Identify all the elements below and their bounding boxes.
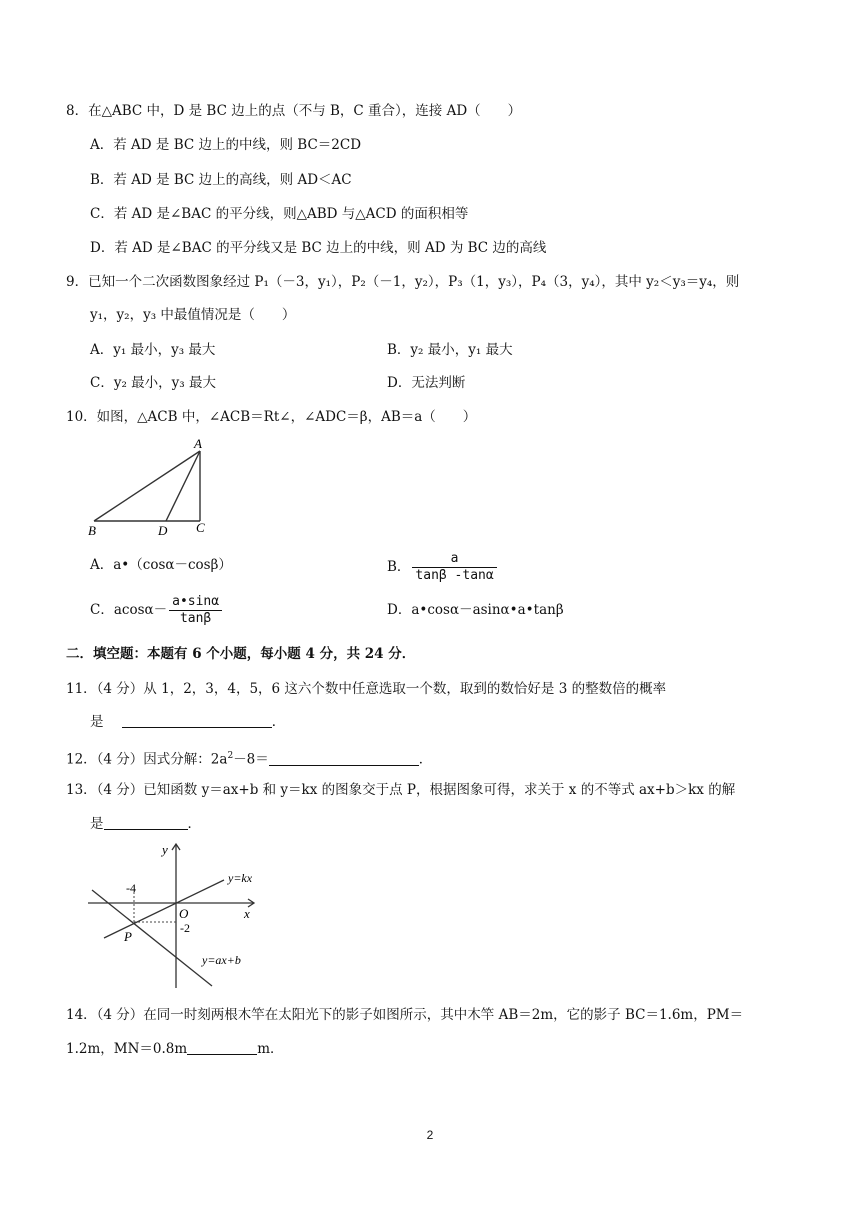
q10-option-a: A．a•（cosα－cosβ）: [90, 557, 232, 573]
q13-line-kx-label: y=kx: [228, 871, 253, 885]
q8-option-c: C．若 AD 是∠BAC 的平分线，则△ABD 与△ACD 的面积相等: [90, 206, 469, 222]
q9-stem-line2: y₁，y₂，y₃ 中最值情况是（ ）: [90, 307, 296, 323]
q11-stem-line2: [90, 713, 285, 731]
q13-stem-line1: 13．（4 分）已知函数 y＝ax+b 和 y＝kx 的图象交于点 P，根据图象可得，求关于 x 的不等式 ax+b＞kx 的解: [66, 782, 736, 798]
q13-prefix: 是: [90, 816, 104, 832]
q10-option-c-prefix: C．acosα－: [90, 602, 168, 618]
q12-suffix: ．: [418, 751, 433, 768]
q13-x-axis-label: x: [244, 906, 250, 921]
q10-option-b: [387, 551, 499, 584]
q10-label-c: C: [196, 520, 205, 535]
q10-option-c-numerator: a•sinα: [169, 594, 222, 611]
q10-label-d: D: [158, 523, 168, 538]
q14-stem-line2: [66, 1040, 284, 1058]
q10-option-b-prefix: B．: [387, 559, 411, 575]
q9-option-b: B．y₂ 最小，y₁ 最大: [387, 342, 513, 358]
section-2-heading: 二．填空题：本题有 6 个小题，每小题 4 分，共 24 分．: [66, 646, 416, 662]
q10-option-c-fraction: [169, 594, 222, 627]
q13-p-label: P: [124, 929, 132, 944]
q13-line-axb-label: y=ax+b: [202, 953, 241, 967]
q14-stem-line1: 14．（4 分）在同一时刻两根木竿在太阳光下的影子如图所示，其中木竿 AB＝2m，它的影子 BC＝1.6m，PM＝: [66, 1007, 744, 1023]
q10-option-c-denominator: tanβ: [179, 611, 212, 626]
q10-option-b-denominator: tanβ -tanα: [415, 568, 494, 583]
q13-x-tick-label: -4: [126, 881, 136, 895]
q13-answer-blank: [104, 815, 188, 830]
q13-stem-line2: [90, 815, 201, 833]
q8-stem: 8．在△ABC 中，D 是 BC 边上的点（不与 B，C 重合），连接 AD（ ）: [66, 103, 522, 119]
q10-label-a: A: [194, 436, 202, 451]
q13-y-axis-label: y: [162, 842, 168, 857]
q13-suffix: ．: [187, 816, 201, 832]
q10-triangle-figure: [86, 436, 216, 540]
q11-suffix: ．: [271, 714, 286, 730]
q12-mid: －8＝: [233, 751, 269, 768]
q8-option-b: B．若 AD 是 BC 边上的高线，则 AD＜AC: [90, 172, 352, 188]
page-number: 2: [426, 1128, 434, 1142]
q9-option-a: A．y₁ 最小，y₃ 最大: [90, 342, 216, 358]
q10-option-b-numerator: a: [412, 551, 496, 568]
q11-prefix: 是: [90, 714, 104, 730]
q12-exponent: 2: [227, 751, 234, 761]
q10-option-b-fraction: [412, 551, 496, 584]
q13-origin-label: O: [179, 906, 189, 921]
q10-option-c: [90, 594, 224, 627]
q12-answer-blank: [269, 751, 419, 766]
q11-stem-line1: 11．（4 分）从 1，2，3，4，5，6 这六个数中任意选取一个数，取到的数恰好是 3 的整数倍的概率: [66, 681, 667, 697]
q13-y-tick-label: -2: [180, 921, 190, 935]
q9-stem-line1: 9．已知一个二次函数图象经过 P₁（－3，y₁），P₂（－1，y₂），P₃（1，y₃），P₄（3，y₄），其中 y₂＜y₃＝y₄，则: [66, 274, 740, 290]
q8-option-d: D．若 AD 是∠BAC 的平分线又是 BC 边上的中线，则 AD 为 BC 边的高线: [90, 240, 547, 256]
q14-answer-blank: [187, 1040, 257, 1055]
q12-stem: [66, 747, 432, 769]
q14-suffix: m．: [257, 1041, 284, 1057]
q10-label-b: B: [88, 523, 96, 538]
q12-prefix: 12．（4 分）因式分解：2a: [66, 751, 228, 768]
q9-option-c: C．y₂ 最小，y₃ 最大: [90, 375, 216, 391]
q10-option-d: D．a•cosα－asinα•a•tanβ: [387, 602, 564, 618]
q13-graph-figure: [86, 838, 266, 990]
q11-answer-blank: [122, 713, 272, 728]
q10-stem: 10．如图，△ACB 中，∠ACB＝Rt∠，∠ADC＝β，AB＝a（ ）: [66, 409, 477, 425]
q8-option-a: A．若 AD 是 BC 边上的中线，则 BC＝2CD: [90, 137, 362, 153]
q9-option-d: D．无法判断: [387, 375, 466, 391]
q14-prefix: 1.2m，MN＝0.8m: [66, 1041, 188, 1057]
